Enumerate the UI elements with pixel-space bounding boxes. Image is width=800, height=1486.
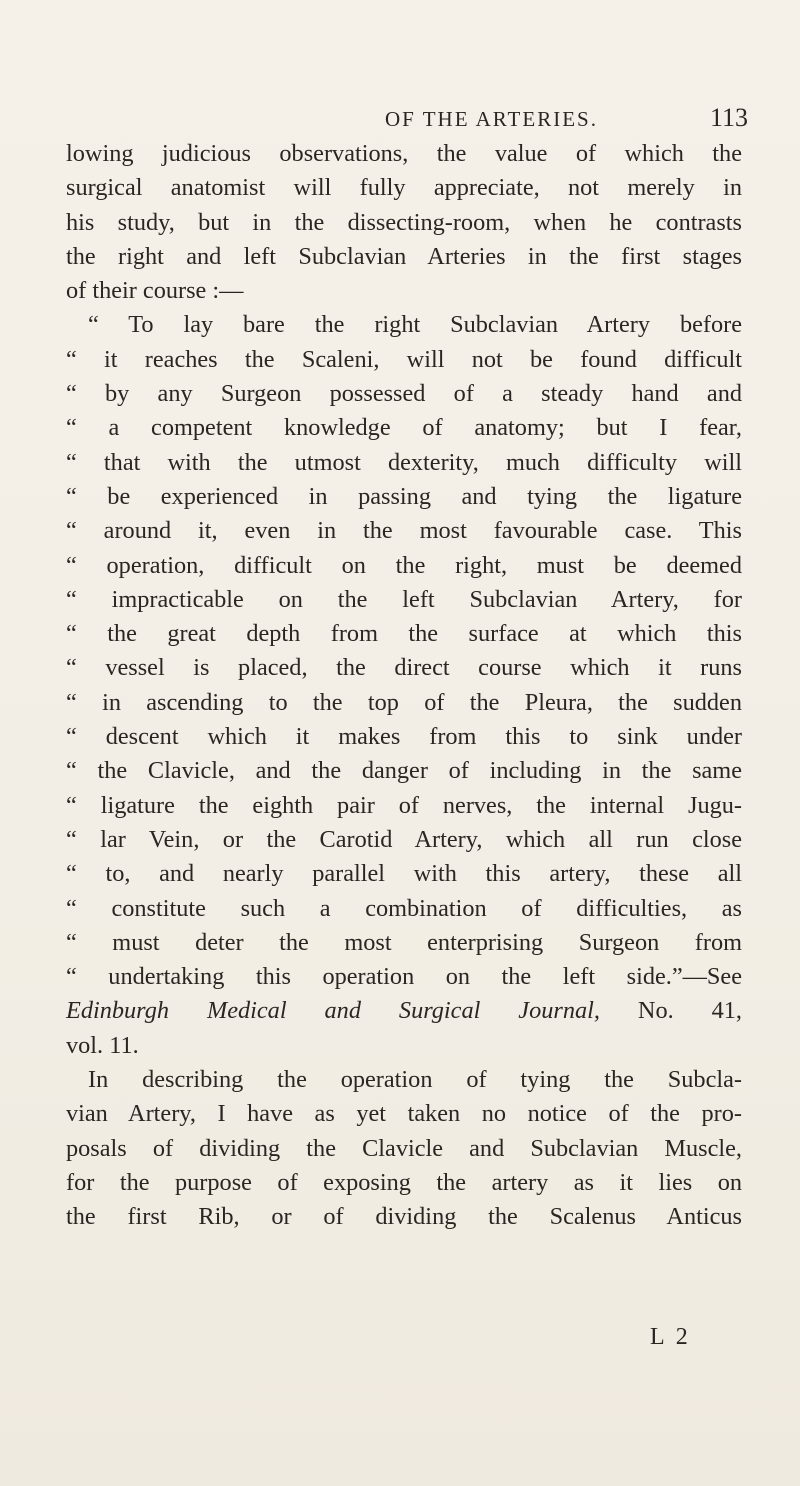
paragraph-line: lowing judicious observations, the value of which the: [66, 140, 742, 167]
quote-line: “ ligature the eighth pair of nerves, the internal Jugu-: [66, 791, 742, 819]
quote-line: “ to, and nearly parallel with this artery, these all: [66, 860, 742, 888]
paragraph-line: the right and left Subclavian Arteries in the first stages: [66, 242, 742, 270]
quote-line: “ by any Surgeon possessed of a steady hand and: [66, 380, 742, 408]
paragraph-line: posals of dividing the Clavicle and Subclavian Muscle,: [66, 1134, 742, 1162]
quote-line: “ operation, difficult on the right, must be deemed: [66, 551, 742, 579]
paragraph-line: In describing the operation of tying the Subcla-: [88, 1066, 742, 1094]
paragraph-line: vian Artery, I have as yet taken no notice of the pro-: [66, 1100, 742, 1128]
quote-line: “ descent which it makes from this to sink under: [66, 723, 742, 751]
citation-line: [66, 994, 742, 1028]
journal-number: No. 41,: [599, 997, 742, 1025]
running-header: [0, 103, 800, 137]
paragraph-line: his study, but in the dissecting-room, when he contrasts: [66, 208, 742, 236]
paragraph-line: the first Rib, or of dividing the Scalenus Anticus: [66, 1203, 742, 1231]
quote-line: “ that with the utmost dexterity, much difficulty will: [66, 448, 742, 476]
quote-line: “ must deter the most enterprising Surgeon from: [66, 928, 742, 956]
quote-line: “ the Clavicle, and the danger of including in the same: [66, 757, 742, 785]
quote-line: “ the great depth from the surface at which this: [66, 620, 742, 648]
paragraph-line: for the purpose of exposing the artery as it lies on: [66, 1168, 742, 1196]
journal-title: Edinburgh Medical and Surgical Journal,: [66, 997, 600, 1025]
quote-line: “ in ascending to the top of the Pleura, the sudden: [66, 688, 742, 716]
quote-line: “ lar Vein, or the Carotid Artery, which all run close: [66, 825, 742, 853]
quote-line: “ undertaking this operation on the left side.”—See: [66, 963, 742, 991]
quote-line: “ impracticable on the left Subclavian Artery, for: [66, 585, 742, 613]
quote-line: “ around it, even in the most favourable case. This: [66, 517, 742, 545]
quote-line: “ constitute such a combination of difficulties, as: [66, 894, 742, 922]
paragraph-line: surgical anatomist will fully appreciate, not merely in: [66, 174, 742, 202]
quote-line: “ it reaches the Scaleni, will not be found difficult: [66, 345, 742, 373]
quote-line: “ To lay bare the right Subclavian Artery before: [88, 311, 742, 339]
signature-mark: L 2: [650, 1324, 691, 1350]
citation-volume: vol. 11.: [66, 1031, 139, 1059]
running-title: OF THE ARTERIES.: [385, 107, 598, 131]
body-text: [66, 137, 742, 1235]
paragraph-line: of their course :—: [66, 277, 244, 305]
quote-line: “ vessel is placed, the direct course which it runs: [66, 654, 742, 682]
quote-line: “ a competent knowledge of anatomy; but I fear,: [66, 414, 742, 442]
quote-line: “ be experienced in passing and tying the ligature: [66, 482, 742, 510]
page-number: 113: [710, 103, 749, 132]
